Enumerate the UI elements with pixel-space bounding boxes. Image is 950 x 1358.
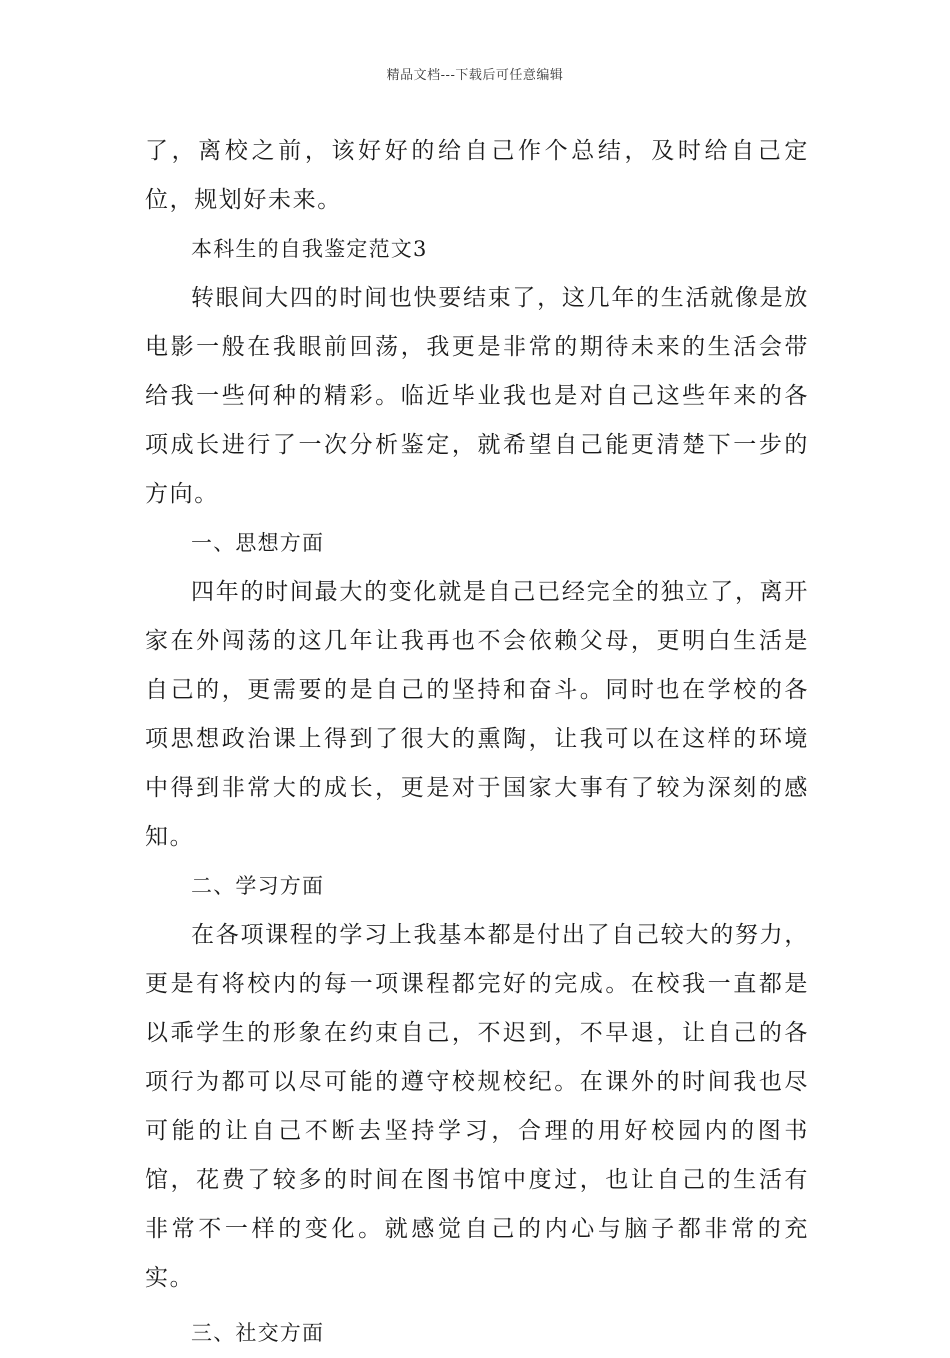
document-body <box>145 127 809 1358</box>
paragraph-study: 在各项课程的学习上我基本都是付出了自己较大的努力，更是有将校内的每一项课程都完好的完成。在校我一直都是以乖学生的形象在约束自己，不迟到，不早退，让自己的各项行为都可以尽可能的遵守校规校纪。在课外的时间我也尽可能的让自己不断去坚持学习，合理的用好校园内的图书馆，花费了较多的时间在图书馆中度过，也让自己的生活有非常不一样的变化。就感觉自己的内心与脑子都非常的充实。 <box>145 922 809 1291</box>
page-header: 精品文档---下载后可任意编辑 <box>386 68 564 83</box>
heading-study: 二、学习方面 <box>191 874 325 898</box>
paragraph-thought: 四年的时间最大的变化就是自己已经完全的独立了，离开家在外闯荡的这几年让我再也不会依赖父母，更明白生活是自己的，更需要的是自己的坚持和奋斗。同时也在学校的各项思想政治课上得到了很大的熏陶，让我可以在这样的环境中得到非常大的成长，更是对于国家大事有了较为深刻的感知。 <box>145 579 809 850</box>
heading-thought: 一、思想方面 <box>191 531 325 555</box>
section-title: 本科生的自我鉴定范文3 <box>191 237 428 261</box>
paragraph-intro: 转眼间大四的时间也快要结束了，这几年的生活就像是放电影一般在我眼前回荡，我更是非常的期待未来的生活会带给我一些何种的精彩。临近毕业我也是对自己这些年来的各项成长进行了一次分析鉴定，就希望自己能更清楚下一步的方向。 <box>145 285 809 507</box>
heading-social: 三、社交方面 <box>191 1321 325 1345</box>
paragraph-continuation: 了，离校之前，该好好的给自己作个总结，及时给自己定位，规划好未来。 <box>145 138 809 213</box>
